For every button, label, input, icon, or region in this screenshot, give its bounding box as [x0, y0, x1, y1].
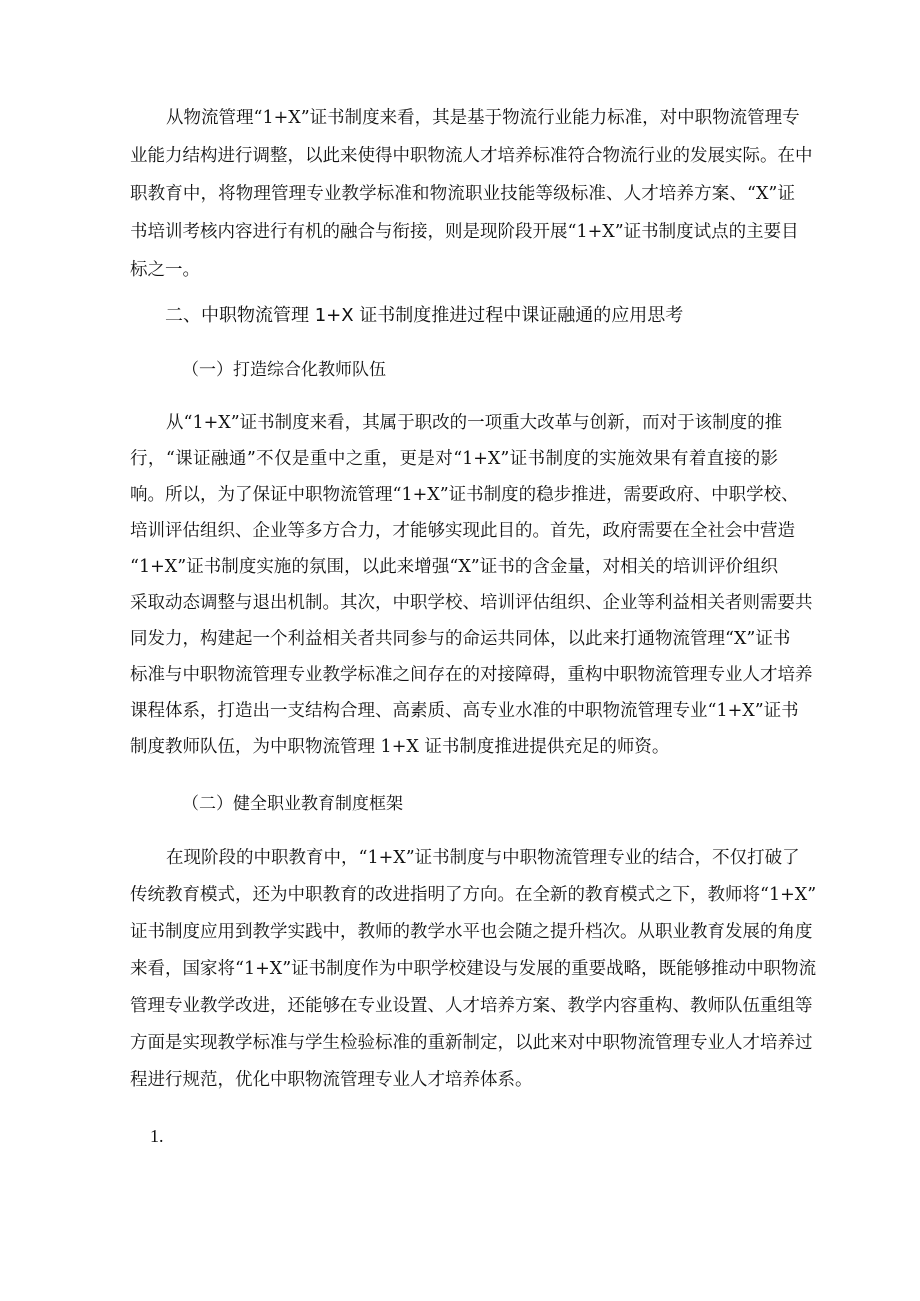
- para3-line-6: 方面是实现教学标准与学生检验标准的重新制定，以此来对中职物流管理专业人才培养过: [130, 1033, 813, 1053]
- para1-line-5: 标之一。: [130, 260, 200, 280]
- para3-line-3: 证书制度应用到教学实践中，教师的教学水平也会随之提升档次。从职业教育发展的角度: [130, 922, 813, 942]
- para3-line-4: 来看，国家将“1+X”证书制度作为中职学校建设与发展的重要战略，既能够推动中职物流: [130, 959, 817, 979]
- para2-line-10: 制度教师队伍，为中职物流管理 1+X 证书制度推进提供充足的师资。: [130, 737, 670, 757]
- para2-line-3: 响。所以，为了保证中职物流管理“1+X”证书制度的稳步推进，需要政府、中职学校、: [130, 485, 799, 505]
- section-heading-2: 二、中职物流管理 1+X 证书制度推进过程中课证融通的应用思考: [165, 305, 684, 326]
- para3-line-2: 传统教育模式，还为中职教育的改进指明了方向。在全新的教育模式之下，教师将“1+X”: [130, 885, 817, 905]
- subsection-heading-1: （一）打造综合化教师队伍: [182, 360, 386, 380]
- para3-line-7: 程进行规范，优化中职物流管理专业人才培养体系。: [130, 1070, 533, 1090]
- list-marker: 1.: [150, 1126, 164, 1146]
- para3-line-5: 管理专业教学改进，还能够在专业设置、人才培养方案、教学内容重构、教师队伍重组等: [130, 996, 813, 1016]
- para2-line-9: 课程体系，打造出一支结构合理、高素质、高专业水准的中职物流管理专业“1+X”证书: [130, 701, 799, 721]
- para2-line-2: 行，“课证融通”不仅是重中之重，更是对“1+X”证书制度的实施效果有着直接的影: [130, 449, 778, 469]
- para2-line-4: 培训评估组织、企业等多方合力，才能够实现此目的。首先，政府需要在全社会中营造: [130, 521, 795, 541]
- subsection-heading-2: （二）健全职业教育制度框架: [182, 794, 403, 814]
- para2-line-6: 采取动态调整与退出机制。其次，中职学校、培训评估组织、企业等利益相关者则需要共: [130, 593, 813, 613]
- para2-line-8: 标准与中职物流管理专业教学标准之间存在的对接障碍，重构中职物流管理专业人才培养: [130, 665, 813, 685]
- para1-line-1: 从物流管理“1+X”证书制度来看，其是基于物流行业能力标准，对中职物流管理专: [166, 108, 800, 128]
- para1-line-3: 职教育中，将物理管理专业教学标准和物流职业技能等级标准、人才培养方案、“X”证: [130, 184, 795, 204]
- para3-line-1: 在现阶段的中职教育中，“1+X”证书制度与中职物流管理专业的结合，不仅打破了: [166, 848, 800, 868]
- para1-line-4: 书培训考核内容进行有机的融合与衔接，则是现阶段开展“1+X”证书制度试点的主要目: [130, 222, 799, 242]
- para1-line-2: 业能力结构进行调整，以此来使得中职物流人才培养标准符合物流行业的发展实际。在中: [130, 146, 813, 166]
- para2-line-1: 从“1+X”证书制度来看，其属于职改的一项重大改革与创新，而对于该制度的推: [166, 413, 783, 433]
- para2-line-5: “1+X”证书制度实施的氛围，以此来增强“X”证书的含金量，对相关的培训评价组织: [130, 557, 778, 577]
- para2-line-7: 同发力，构建起一个利益相关者共同参与的命运共同体，以此来打通物流管理“X”证书: [130, 629, 791, 649]
